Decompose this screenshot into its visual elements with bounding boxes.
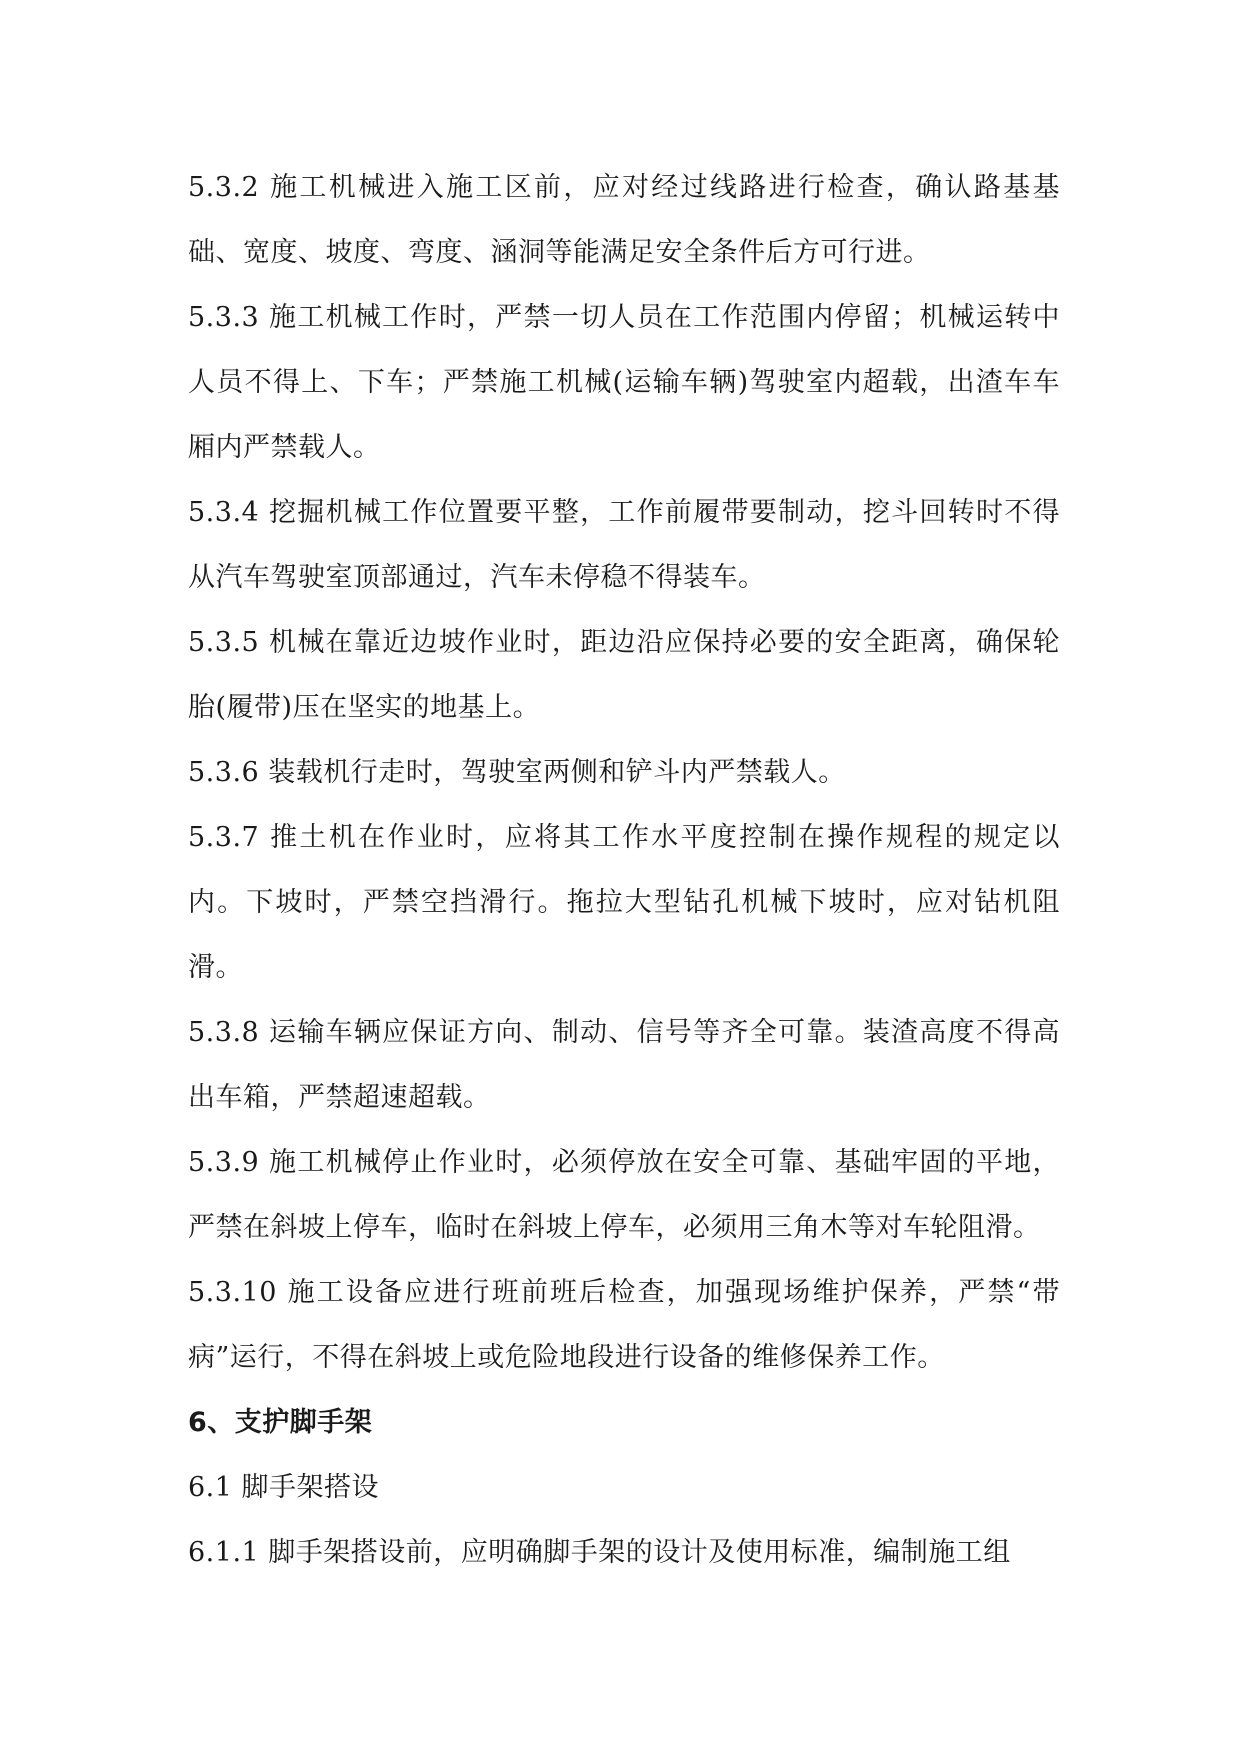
paragraph-5-3-10: 5.3.10 施工设备应进行班前班后检查，加强现场维护保养，严禁“带病”运行，不得在斜坡上或危险地段进行设备的维修保养工作。 <box>188 1277 1060 1373</box>
paragraph-6-1-1: 6.1.1 脚手架搭设前，应明确脚手架的设计及使用标准，编制施工组 <box>188 1537 1011 1568</box>
paragraph-5-3-7: 5.3.7 推土机在作业时，应将其工作水平度控制在操作规程的规定以内。下坡时，严禁空挡滑行。拖拉大型钻孔机械下坡时，应对钻机阻滑。 <box>188 822 1060 983</box>
paragraph-5-3-8: 5.3.8 运输车辆应保证方向、制动、信号等齐全可靠。装渣高度不得高出车箱，严禁超速超载。 <box>188 1017 1060 1113</box>
section-heading-6: 6、支护脚手架 <box>188 1407 373 1438</box>
document-page <box>188 155 1060 1585</box>
paragraph-5-3-5: 5.3.5 机械在靠近边坡作业时，距边沿应保持必要的安全距离，确保轮胎(履带)压在坚实的地基上。 <box>188 627 1060 723</box>
paragraph-5-3-9: 5.3.9 施工机械停止作业时，必须停放在安全可靠、基础牢固的平地，严禁在斜坡上停车，临时在斜坡上停车，必须用三角木等对车轮阻滑。 <box>188 1147 1060 1243</box>
paragraph-5-3-2: 5.3.2 施工机械进入施工区前，应对经过线路进行检查，确认路基基础、宽度、坡度、弯度、涵洞等能满足安全条件后方可行进。 <box>188 172 1060 268</box>
subsection-6-1: 6.1 脚手架搭设 <box>188 1472 380 1503</box>
paragraph-5-3-3: 5.3.3 施工机械工作时，严禁一切人员在工作范围内停留；机械运转中人员不得上、下车；严禁施工机械(运输车辆)驾驶室内超载，出渣车车厢内严禁载人。 <box>188 302 1060 463</box>
paragraph-5-3-6: 5.3.6 装载机行走时，驾驶室两侧和铲斗内严禁载人。 <box>188 757 846 788</box>
paragraph-5-3-4: 5.3.4 挖掘机械工作位置要平整，工作前履带要制动，挖斗回转时不得从汽车驾驶室顶部通过，汽车未停稳不得装车。 <box>188 497 1060 593</box>
